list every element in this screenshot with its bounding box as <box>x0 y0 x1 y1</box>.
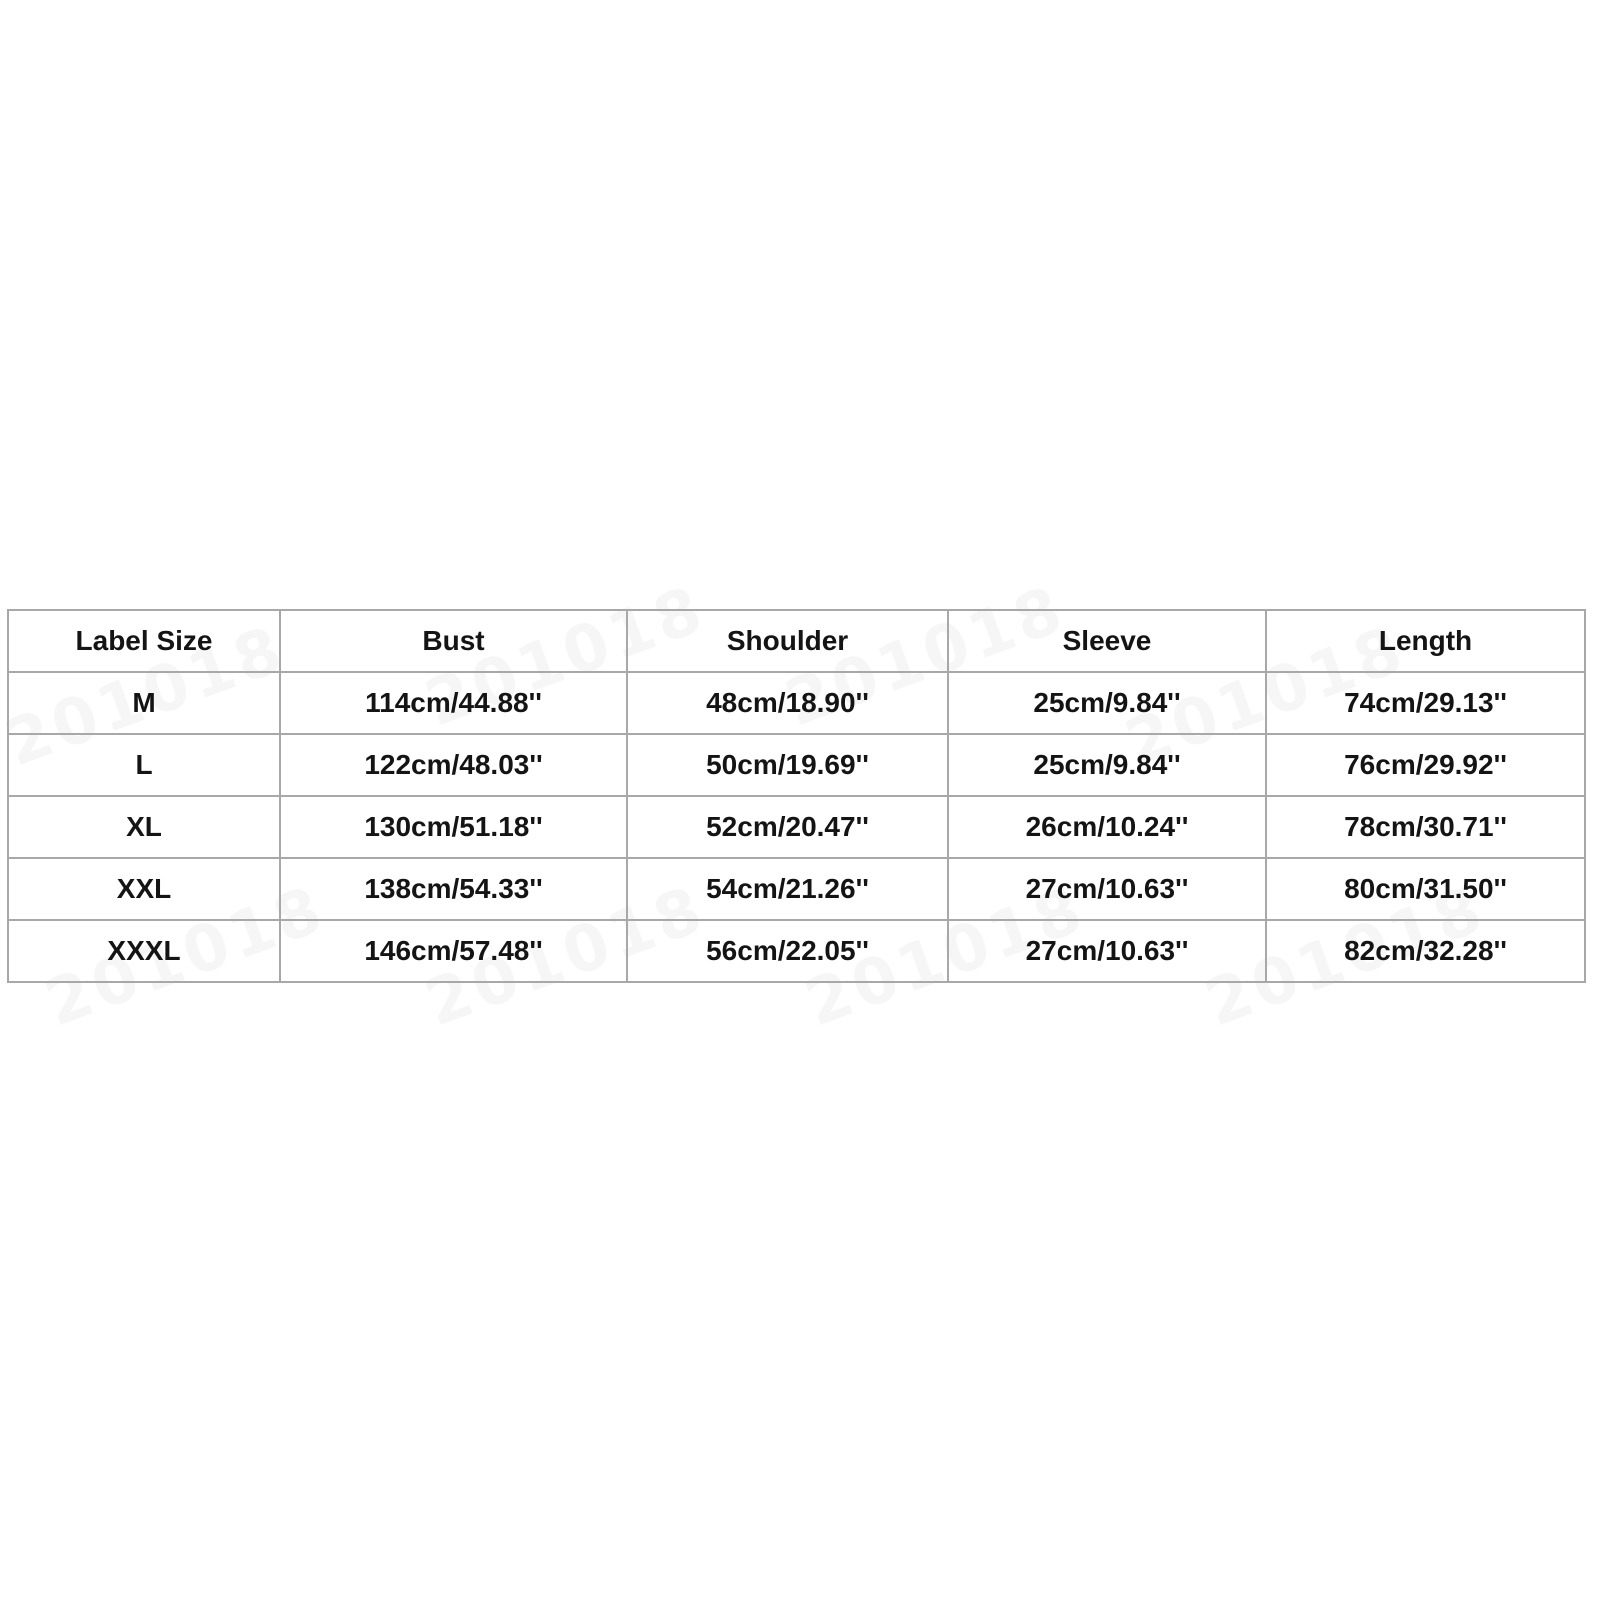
header-shoulder: Shoulder <box>627 610 948 672</box>
cell-sleeve: 26cm/10.24'' <box>948 796 1266 858</box>
cell-shoulder: 48cm/18.90'' <box>627 672 948 734</box>
cell-length: 74cm/29.13'' <box>1266 672 1585 734</box>
cell-length: 80cm/31.50'' <box>1266 858 1585 920</box>
cell-size: XL <box>8 796 280 858</box>
cell-shoulder: 56cm/22.05'' <box>627 920 948 982</box>
cell-size: XXL <box>8 858 280 920</box>
header-length: Length <box>1266 610 1585 672</box>
header-bust: Bust <box>280 610 627 672</box>
table-header-row <box>8 610 1585 672</box>
cell-size: M <box>8 672 280 734</box>
header-sleeve: Sleeve <box>948 610 1266 672</box>
cell-size: L <box>8 734 280 796</box>
table-row <box>8 920 1585 982</box>
cell-sleeve: 25cm/9.84'' <box>948 672 1266 734</box>
cell-bust: 114cm/44.88'' <box>280 672 627 734</box>
cell-shoulder: 52cm/20.47'' <box>627 796 948 858</box>
table-row <box>8 796 1585 858</box>
cell-bust: 146cm/57.48'' <box>280 920 627 982</box>
table-row <box>8 858 1585 920</box>
header-label-size: Label Size <box>8 610 280 672</box>
table-row <box>8 734 1585 796</box>
table-row <box>8 672 1585 734</box>
cell-length: 76cm/29.92'' <box>1266 734 1585 796</box>
cell-bust: 122cm/48.03'' <box>280 734 627 796</box>
cell-shoulder: 50cm/19.69'' <box>627 734 948 796</box>
cell-sleeve: 27cm/10.63'' <box>948 920 1266 982</box>
cell-shoulder: 54cm/21.26'' <box>627 858 948 920</box>
size-chart-table <box>7 609 1586 983</box>
cell-sleeve: 25cm/9.84'' <box>948 734 1266 796</box>
cell-length: 82cm/32.28'' <box>1266 920 1585 982</box>
cell-bust: 130cm/51.18'' <box>280 796 627 858</box>
cell-sleeve: 27cm/10.63'' <box>948 858 1266 920</box>
cell-size: XXXL <box>8 920 280 982</box>
cell-bust: 138cm/54.33'' <box>280 858 627 920</box>
cell-length: 78cm/30.71'' <box>1266 796 1585 858</box>
